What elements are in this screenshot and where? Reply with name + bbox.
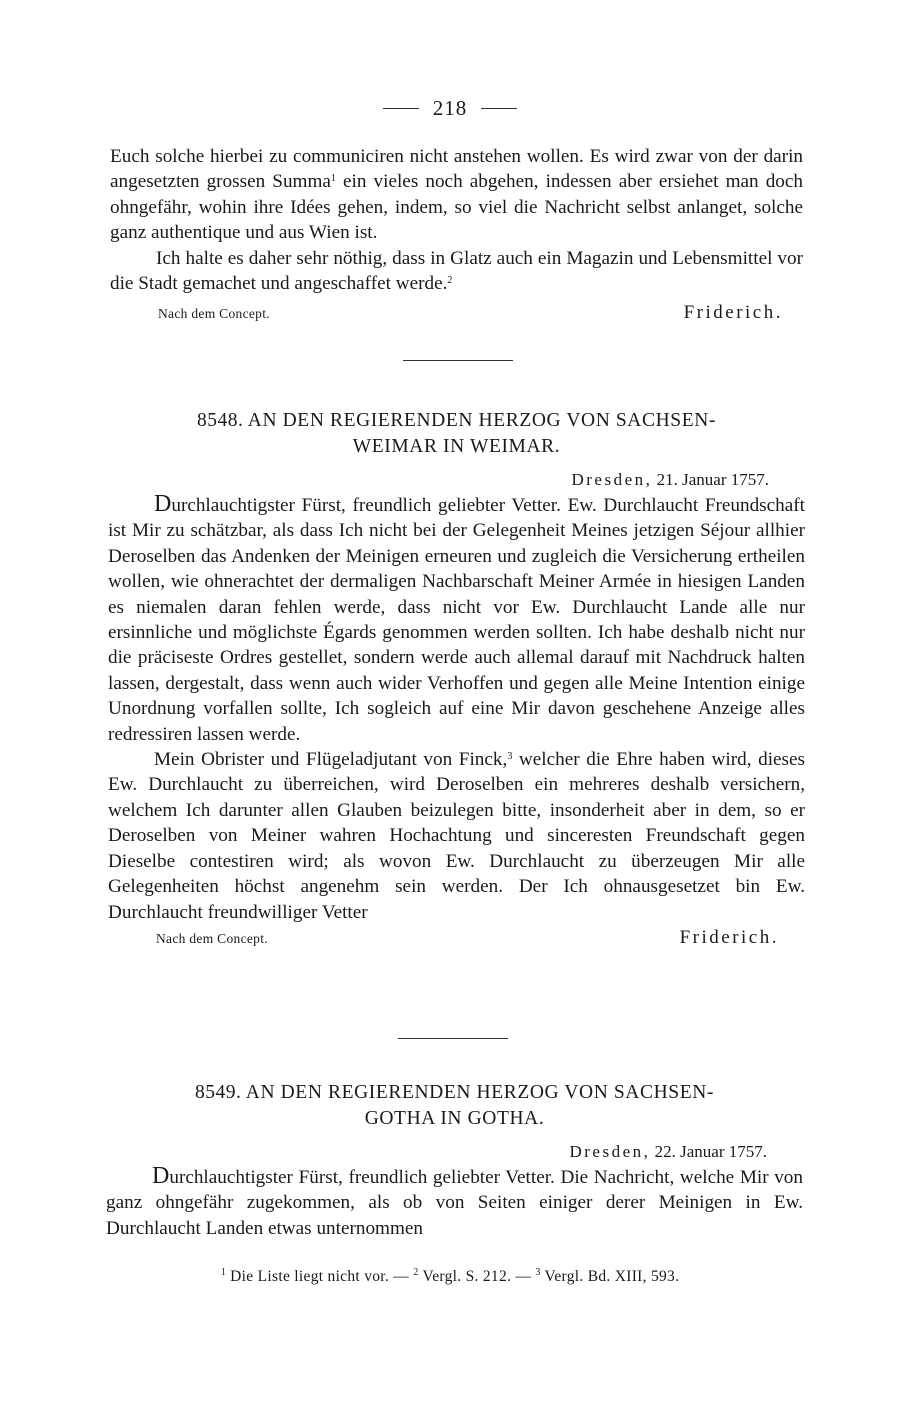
date-place: Dresden,	[571, 470, 653, 489]
drop-cap: D	[152, 1163, 170, 1189]
continuation-paragraph-2	[110, 246, 803, 297]
date-rest: 21. Januar 1757.	[652, 470, 769, 489]
letter-date	[106, 1142, 803, 1162]
heading-line-1: AN DEN REGIERENDEN HERZOG VON SACHSEN-	[245, 1082, 714, 1103]
letter-closing	[108, 921, 805, 949]
letter-text-2b: welcher die Ehre haben wird, dieses Ew. Durchlaucht zu überreichen, wird Deroselben ein mehreres deshalb versichern, welchem Ich darunter allen Glauben beizulegen bitte, insonderheit aber in dem, so er Deroselben von Meiner wahren Hochachtung und sinceresten Freundschaft gegen Dieselbe contestiren wird; als wovon Ew. Durchlaucht zu überzeugen Mir alle Gelegenheiten höchst angenehm sein werden. Der Ich ohnausgesetzet bin Ew. Durchlaucht freundwilliger Vetter	[108, 749, 805, 923]
footnote-ref-1: 1	[330, 173, 336, 185]
continuation-text-1b: ein vieles noch abgehen, indessen aber ersiehet man doch ohngefähr, wohin ihre Idées gehen, indem, so viel die Nachricht selbst anlanget, solche ganz authentique und aus Wien ist.	[110, 171, 803, 244]
letter-8548	[108, 408, 805, 949]
signature: Friderich.	[679, 926, 779, 948]
letter-text-1: urchlauchtigster Fürst, freundlich geliebter Vetter. Die Nachricht, welche Mir von ganz ohngefähr zugekommen, als ob von Seiten einiger derer Meinigen in Ew. Durchlaucht Landen etwas unternommen	[106, 1167, 803, 1239]
heading-line-2: GOTHA IN GOTHA.	[364, 1108, 545, 1129]
continuation-text-2: Ich halte es daher sehr nöthig, dass in Glatz auch ein Magazin und Lebensmittel vor die Stadt gemachet und angeschaffet werde.	[110, 247, 803, 295]
continuation-closing	[110, 302, 803, 324]
footnote-mark-2: 2	[413, 1267, 419, 1278]
letter-number: 8548.	[197, 410, 244, 431]
footnote-mark-1: 1	[220, 1267, 226, 1278]
continuation-block	[110, 144, 803, 324]
page-number: 218	[432, 96, 468, 120]
source-note: Nach dem Concept.	[158, 306, 270, 322]
letter-heading	[108, 408, 805, 460]
heading-line-1: AN DEN REGIERENDEN HERZOG VON SACHSEN-	[247, 410, 716, 431]
footnote-3: Vergl. Bd. XIII, 593.	[540, 1268, 680, 1285]
source-note: Nach dem Concept.	[156, 930, 268, 946]
footnote-ref-3: 3	[507, 751, 513, 763]
letter-number: 8549.	[195, 1082, 242, 1103]
section-divider	[398, 1038, 508, 1039]
letter-text-1: urchlauchtigster Fürst, freundlich geliebter Vetter. Ew. Durchlaucht Freundschaft ist Mir zu schätzbar, als dass Ich nicht bei der Gelegenheit Meines jetzigen Séjour allhier Deroselben das Andenken der Meinigen erneuren und zugleich die Versicherung ertheilen wollen, wie ohnerachtet der dermaligen Nachbarschaft Meiner Armée in hiesigen Landen es niemalen daran fehlen werde, dass nicht vor Ew. Durchlaucht Lande alle nur ersinnliche und möglichste Égards genommen werden sollten. Ich habe deshalb nicht nur die präciseste Ordres gestellet, sondern werde auch allemal darauf mit Nachdruck halten lassen, dergestalt, dass wenn auch wider Verhoffen und gegen alle Meine Intention einige Unordnung vorfallen sollte, Ich sogleich auf eine Mir davon geschehene Anzeige alles redressiren lassen werde.	[108, 495, 805, 745]
heading-line-2: WEIMAR IN WEIMAR.	[352, 436, 561, 457]
letter-paragraph-1	[108, 492, 805, 747]
footnote-2: Vergl. S. 212. —	[418, 1268, 536, 1285]
page-header	[0, 96, 900, 121]
date-place: Dresden,	[569, 1142, 651, 1161]
letter-date	[108, 470, 805, 490]
footnote-mark-3: 3	[535, 1267, 541, 1278]
section-divider	[403, 360, 513, 361]
continuation-paragraph-1	[110, 144, 803, 246]
letter-paragraph-2	[108, 747, 805, 925]
header-dash-right	[481, 108, 517, 109]
letter-8549	[106, 1080, 803, 1241]
date-rest: 22. Januar 1757.	[650, 1142, 767, 1161]
header-dash-left	[383, 108, 419, 109]
letter-heading	[106, 1080, 803, 1132]
letter-paragraph-1	[106, 1164, 803, 1241]
letter-text-2: Mein Obrister und Flügeladjutant von Finck,	[154, 749, 508, 771]
footnotes	[0, 1268, 900, 1286]
signature: Friderich.	[683, 302, 783, 324]
drop-cap: D	[154, 491, 172, 517]
footnote-ref-2: 2	[447, 275, 453, 287]
continuation-text-1: Euch solche hierbei zu communiciren nicht anstehen wollen. Es wird zwar von der darin angesetzten grossen Summa	[110, 146, 803, 193]
footnote-1: Die Liste liegt nicht vor. —	[226, 1268, 414, 1285]
